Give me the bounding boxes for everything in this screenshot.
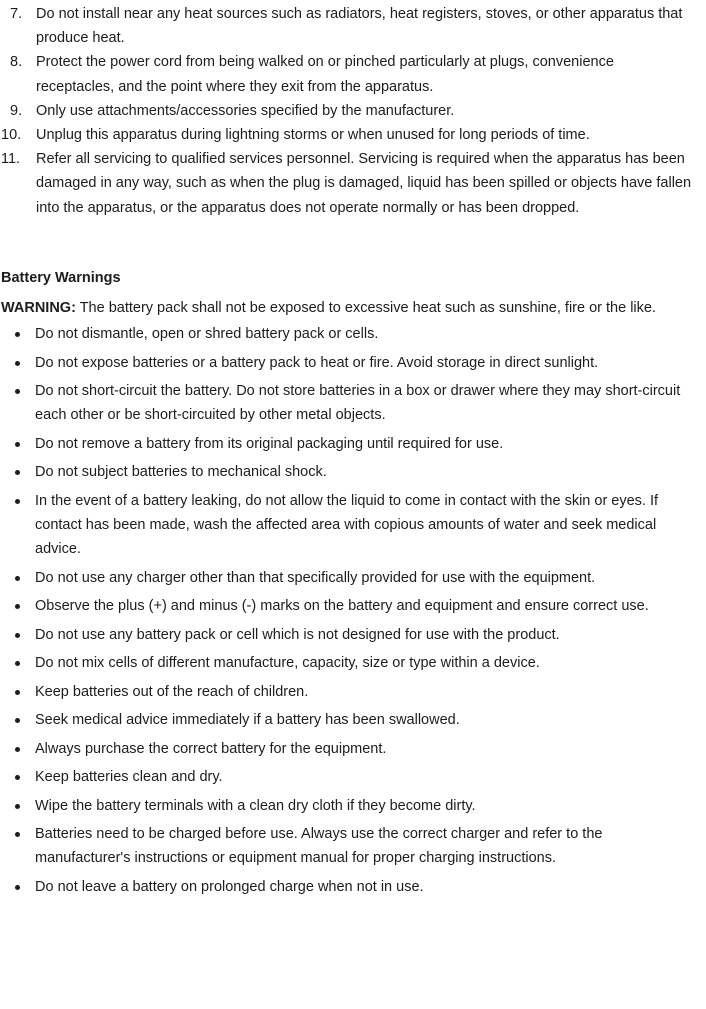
item-text: Always purchase the correct battery for the equipment. [35, 740, 387, 757]
list-item [0, 737, 706, 761]
list-item [0, 351, 706, 375]
bullet-icon [15, 885, 20, 890]
item-text: Protect the power cord from being walked on or pinched particularly at plugs, convenience receptacles, and the point where they exit from the apparatus. [36, 54, 614, 95]
list-item [0, 594, 706, 618]
item-text: Do not dismantle, open or shred battery pack or cells. [35, 326, 379, 342]
bullet-icon [15, 576, 20, 581]
bullet-icon [15, 470, 20, 475]
list-item [0, 822, 706, 870]
item-text: Batteries need to be charged before use. Always use the correct charger and refer to the manufacturer's instructions or equipment manual for proper charging instructions. [35, 826, 603, 867]
bullet-icon [15, 832, 20, 837]
bullet-icon [15, 389, 20, 394]
item-text: Seek medical advice immediately if a battery has been swallowed. [35, 712, 460, 729]
bullet-icon [15, 499, 20, 504]
list-item [0, 2, 706, 50]
item-number: 11. [1, 151, 21, 168]
bullet-icon [15, 332, 20, 337]
item-text: Refer all servicing to qualified services personnel. Servicing is required when the apparatus has been damaged in any way, such as when the plug is damaged, liquid has been spilled or objects have fallen into the apparatus, or the apparatus does not operate normally or has been dropped. [36, 151, 692, 216]
item-text: In the event of a battery leaking, do not allow the liquid to come in contact with the skin or eyes. If contact has been made, wash the affected area with copious amounts of water and seek medical advice. [35, 492, 659, 558]
battery-warnings-section [0, 266, 706, 903]
item-text: Keep batteries clean and dry. [35, 769, 223, 786]
list-item [0, 765, 706, 789]
bullet-icon [15, 804, 20, 809]
list-item [0, 432, 706, 456]
list-item [0, 147, 706, 220]
section-title: Battery Warnings [1, 270, 121, 286]
list-item [0, 651, 706, 675]
list-item [0, 623, 706, 647]
list-item [0, 875, 706, 899]
list-item [0, 566, 706, 590]
warning-label: WARNING: [1, 300, 76, 316]
bullet-icon [15, 747, 20, 752]
list-item [0, 123, 706, 147]
list-item [0, 50, 706, 98]
bullet-icon [15, 661, 20, 666]
item-number: 10. [1, 127, 22, 144]
item-text: Do not install near any heat sources such as radiators, heat registers, stoves, or other apparatus that produce heat. [36, 6, 683, 47]
item-text: Only use attachments/accessories specified by the manufacturer. [36, 102, 455, 119]
list-item [0, 379, 706, 427]
item-text: Do not use any battery pack or cell which is not designed for use with the product. [35, 626, 560, 643]
item-number: 9. [10, 102, 23, 119]
list-item [0, 460, 706, 484]
item-text: Do not leave a battery on prolonged charge when not in use. [35, 878, 424, 895]
warning-text: The battery pack shall not be exposed to excessive heat such as sunshine, fire or the like. [75, 300, 656, 316]
item-text: Keep batteries out of the reach of children. [35, 683, 309, 700]
bullet-icon [15, 690, 20, 695]
warning-paragraph [0, 296, 706, 320]
battery-bullet-list [0, 322, 706, 899]
item-text: Do not remove a battery from its original packaging until required for use. [35, 435, 504, 452]
list-item [0, 99, 706, 123]
safety-instructions-list [0, 2, 706, 220]
list-item [0, 322, 706, 346]
bullet-icon [15, 633, 20, 638]
list-item [0, 794, 706, 818]
item-text: Do not expose batteries or a battery pack to heat or fire. Avoid storage in direct sunlight. [35, 354, 599, 371]
list-item [0, 680, 706, 704]
bullet-icon [15, 775, 20, 780]
item-text: Do not short-circuit the battery. Do not store batteries in a box or drawer where they may short-circuit each other or be short-circuited by other metal objects. [35, 383, 681, 424]
list-item [0, 708, 706, 732]
bullet-icon [15, 361, 20, 366]
item-number: 8. [10, 54, 23, 71]
item-number: 7. [10, 6, 23, 22]
item-text: Do not subject batteries to mechanical shock. [35, 464, 327, 481]
item-text: Do not mix cells of different manufacture, capacity, size or type within a device. [35, 655, 540, 672]
bullet-icon [15, 718, 20, 723]
bullet-icon [15, 604, 20, 609]
list-item [0, 489, 706, 562]
item-text: Wipe the battery terminals with a clean dry cloth if they become dirty. [35, 797, 476, 814]
bullet-icon [15, 442, 20, 447]
item-text: Unplug this apparatus during lightning storms or when unused for long periods of time. [36, 127, 590, 144]
item-text: Observe the plus (+) and minus (-) marks on the battery and equipment and ensure correct use. [35, 598, 649, 615]
item-text: Do not use any charger other than that specifically provided for use with the equipment. [35, 569, 596, 586]
